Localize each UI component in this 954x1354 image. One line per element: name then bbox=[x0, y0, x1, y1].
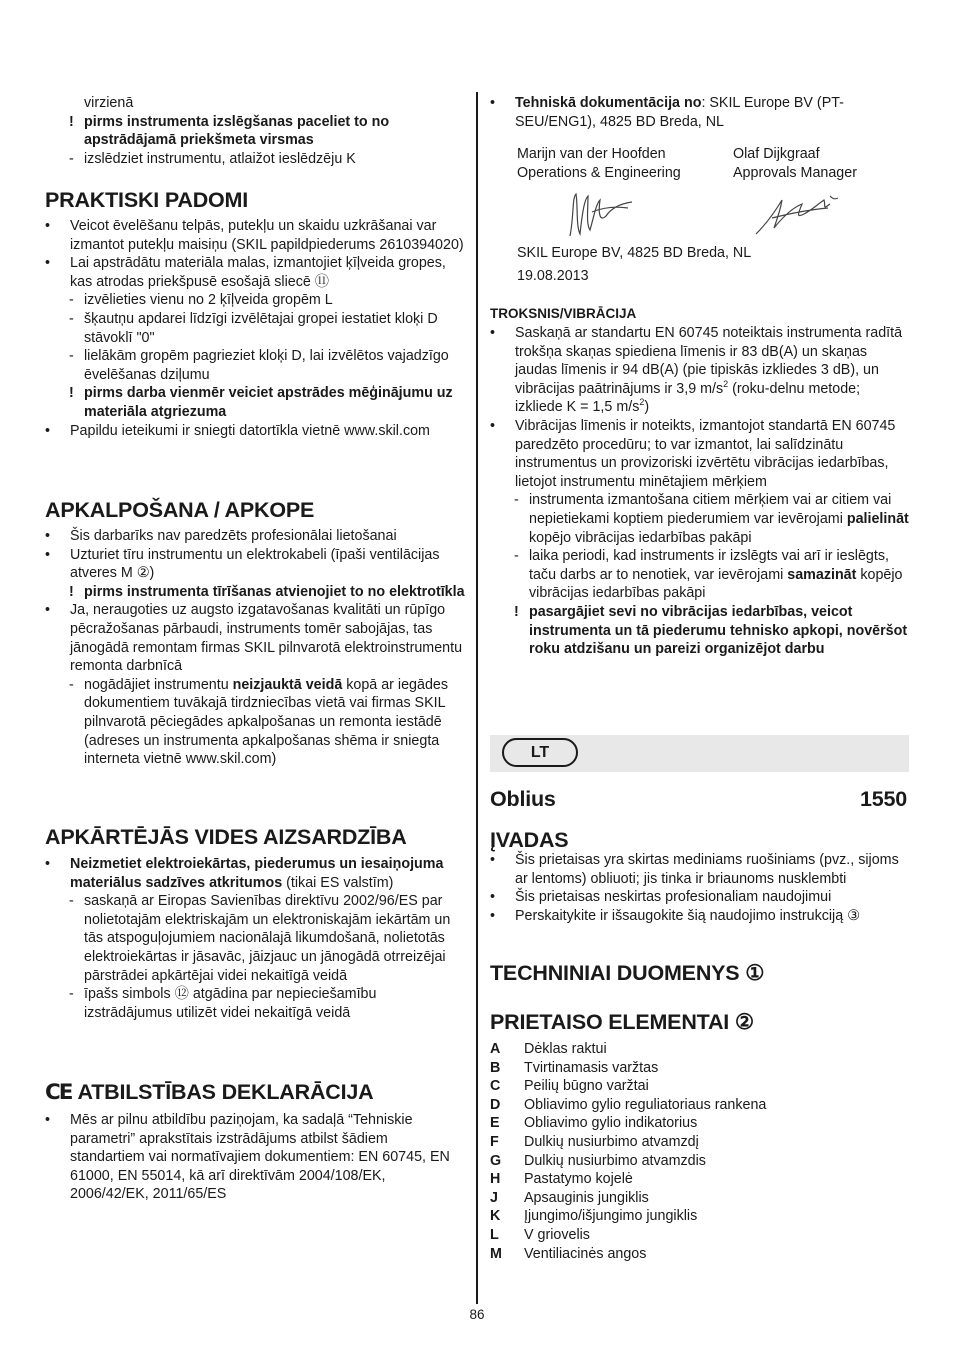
product-title bbox=[490, 787, 910, 811]
company-address: SKIL Europe BV, 4825 BD Breda, NL bbox=[517, 245, 752, 261]
section-heading: APKALPOŠANA / APKOPE bbox=[45, 498, 315, 522]
noise-list bbox=[490, 324, 910, 659]
warning-item: ! pirms instrumenta izslēgšanas paceliet to no apstrādājamā priekšmeta virsmas bbox=[69, 113, 390, 149]
techdoc-item: • Tehniskā dokumentācija no: SKIL Europe BV (PT-SEU/ENG1), 4825 BD Breda, NL bbox=[490, 95, 844, 130]
list-item: • Šis prietaisas neskirtas profesionaliam naudojimui bbox=[490, 889, 832, 906]
environment-list bbox=[45, 855, 465, 1022]
list-item: F Dulkių nusiurbimo atvamzdį bbox=[490, 1133, 699, 1150]
list-item: D Obliavimo gylio reguliatoriaus rankena bbox=[490, 1096, 767, 1113]
list-item: • Perskaitykite ir išsaugokite šią naudojimo instrukciją ③ bbox=[490, 907, 860, 924]
continuation-text: virzienā bbox=[84, 95, 134, 111]
list-item: G Dulkių nusiurbimo atvamzdis bbox=[490, 1152, 706, 1169]
section-heading: PRIETAISO ELEMENTAI ② bbox=[490, 1010, 754, 1034]
list-item: • Mēs ar pilnu atbildību paziņojam, ka sadaļā “Tehniskie parametri” aprakstītais izstrādājums atbilst šādiem standartiem vai normatīvajiem dokumentiem: EN 60745, EN 61000, EN 55014, kā arī direktīvām 2004/108/EK, 2006/42/EK, 2011/65/ES bbox=[45, 1112, 450, 1203]
page-number: 86 bbox=[469, 1307, 485, 1322]
list-item: • Šis prietaisas yra skirtas mediniams ruošiniams (pvz., sijoms ar lentoms) obliuoti; jis tinka ir briaunoms nusklembti bbox=[490, 852, 899, 887]
list-item: • Neizmetiet elektroiekārtas, piederumus un iesaiņojuma materiālus sadzīves atkritumos (tikai ES valstīm) bbox=[45, 856, 444, 891]
list-item: E Obliavimo gylio indikatorius bbox=[490, 1115, 698, 1132]
list-item: B Tvirtinamasis varžtas bbox=[490, 1059, 659, 1076]
section-heading: PRAKTISKI PADOMI bbox=[45, 188, 249, 212]
sub-item: - īpašs simbols ⑫ atgādina par nepieciešamību izstrādājumus utilizēt videi nekaitīgā veidā bbox=[69, 986, 377, 1021]
section-heading: ĮVADAS bbox=[490, 828, 569, 852]
list-item: K Įjungimo/išjungimo jungiklis bbox=[490, 1208, 698, 1225]
section-heading: TECHNINIAI DUOMENYS ① bbox=[490, 961, 765, 985]
list-item: J Apsauginis jungiklis bbox=[490, 1189, 649, 1206]
list-item: L V griovelis bbox=[490, 1226, 590, 1243]
section-heading: APKĀRTĒJĀS VIDES AIZSARDZĪBA bbox=[45, 825, 407, 849]
sub-item: - šķautņu apdarei līdzīgi izvēlētajai gropei iestatiet kloķi D stāvoklī "0" bbox=[69, 310, 438, 346]
ce-mark-icon: CE bbox=[45, 1080, 72, 1105]
list-item: • Lai apstrādātu materiāla malas, izmantojiet ķīļveida gropes, kas atrodas priekšpusē esošajā sliecē ⑪ bbox=[45, 255, 446, 290]
intro-section bbox=[490, 828, 910, 852]
list-item: • Vibrācijas līmenis ir noteikts, izmantojot standartā EN 60745 paredzēto procedūru; to var izmantot, lai salīdzinātu instrumentus un provizoriski izvērtētu vibrācijas iedarbības, lietojot instrumentu minētajiem mērķiem bbox=[490, 417, 896, 490]
conformity-list bbox=[45, 1111, 465, 1204]
tips-section bbox=[45, 188, 465, 212]
conformity-section bbox=[45, 1080, 465, 1105]
list-item: A Dėklas raktui bbox=[490, 1041, 607, 1057]
sub-item: - izvēlieties vienu no 2 ķīļveida gropēm L bbox=[69, 292, 333, 309]
list-item: H Pastatymo kojelė bbox=[490, 1171, 633, 1188]
sub-item: - lielākām gropēm pagrieziet kloķi D, lai izvēlētos vajadzīgo ēvelēšanas dziļumu bbox=[69, 348, 449, 383]
signature-1-icon bbox=[562, 186, 642, 242]
sub-item: - izslēdziet instrumentu, atlaižot ieslēdzēju K bbox=[69, 150, 356, 167]
list-item: • Veicot ēvelēšanu telpās, putekļu un skaidu uzkrāšanai var izmantot putekļu maisiņu (SKIL papildpiederums 2610394020) bbox=[45, 218, 464, 253]
list-item: C Peilių būgno varžtai bbox=[490, 1078, 649, 1095]
product-name: Oblius bbox=[490, 787, 556, 811]
intro-list bbox=[490, 851, 910, 925]
warning-item: ! pasargājiet sevi no vibrācijas iedarbības, veicot instrumenta un tā piederumu tehnisko apkopi, novēršot roku atdzišanu un pareizi organizējot darbu bbox=[514, 603, 908, 658]
list-item: • Uzturiet tīru instrumentu un elektrokabeli (īpaši ventilācijas atveres M ②) bbox=[45, 546, 440, 582]
service-list bbox=[45, 527, 465, 769]
declaration-date: 19.08.2013 bbox=[517, 268, 589, 284]
noise-heading: TROKSNIS/VIBRĀCIJA bbox=[490, 306, 637, 321]
sub-item: - nogādājiet instrumentu neizjauktā veidā kopā ar iegādes dokumentiem tuvākajā tirdzniecības vietā vai firmas SKIL pilnvarotā pēciegādes apkalpošanas un remonta iestādē (adreses un instrumenta apkalpošanas shēma ir sniegta interneta vietnē www.skil.com) bbox=[69, 676, 448, 768]
warning-item: ! pirms darba vienmēr veiciet apstrādes mēģinājumu uz materiāla atgriezuma bbox=[69, 385, 453, 420]
list-item: M Ventiliacinės angos bbox=[490, 1245, 647, 1262]
warning-item: ! pirms instrumenta tīrīšanas atvienojiet to no elektrotīkla bbox=[69, 583, 465, 600]
tips-list bbox=[45, 217, 465, 440]
list-item: • Ja, neraugoties uz augsto izgatavošanas kvalitāti un rūpīgo pēcražošanas pārbaudi, instruments tomēr sabojājas, tas jānogādā remontam firmas SKIL pilnvarotā elektroinstrumentu remonta darbnīcā bbox=[45, 602, 463, 675]
intro-continuation bbox=[45, 94, 465, 168]
service-section bbox=[45, 498, 465, 522]
section-heading: ATBILSTĪBAS DEKLARĀCIJA bbox=[77, 1080, 374, 1104]
list-item: • Šis darbarīks nav paredzēts profesionālai lietošanai bbox=[45, 528, 397, 544]
list-item: • Papildu ieteikumi ir sniegti datortīkla vietnē www.skil.com bbox=[45, 422, 430, 439]
tech-data-section bbox=[490, 961, 910, 985]
language-badge: LT bbox=[502, 738, 578, 767]
sub-item: - laika periodi, kad instruments ir izslēgts vai arī ir ieslēgts, taču darbs ar to nenotiek, var ievērojami samazināt kopējo vibrācijas iedarbības pakāpi bbox=[514, 548, 903, 602]
sub-item: - saskaņā ar Eiropas Savienības direktīvu 2002/96/ES par nolietotajām elektriskajām un elektroniskajām iekārtām un tās atspoguļojumiem nacionālajā likumdošanā, nolietotās elektroiekārtas ir jāsavāc, jāizjauc un jānogādā otrreizējai pārstrādei apkārtējai videi nekaitīgā veidā bbox=[69, 893, 451, 984]
signature-2-icon bbox=[752, 188, 842, 240]
elements-section bbox=[490, 1010, 910, 1034]
parts-list bbox=[490, 1040, 910, 1263]
signer-1: Marijn van der Hoofden Operations & Engineering bbox=[517, 146, 681, 181]
language-bar bbox=[490, 735, 909, 772]
signer-2: Olaf Dijkgraaf Approvals Manager bbox=[733, 146, 857, 181]
environment-section bbox=[45, 825, 465, 849]
list-item: • Saskaņā ar standartu EN 60745 noteiktais instrumenta radītā trokšņa skaņas spiediena līmenis ir 83 dB(A) un skaņas jaudas līmenis ir 94 dB(A) (pie tipiskās izkliedes 3 dB), un vibrācijas paātrinājums ir 3,9 $m/s^2$ (roku-delnu metode; izkliede K = 1,5 $m/s^2$) bbox=[490, 325, 903, 416]
product-model: 1550 bbox=[859, 787, 907, 811]
sub-item: - instrumenta izmantošana citiem mērķiem vai ar citiem vai nepietiekami koptiem piederumiem var ievērojami palielināt kopējo vibrācijas iedarbības pakāpi bbox=[514, 492, 909, 546]
column-divider bbox=[476, 92, 478, 1304]
